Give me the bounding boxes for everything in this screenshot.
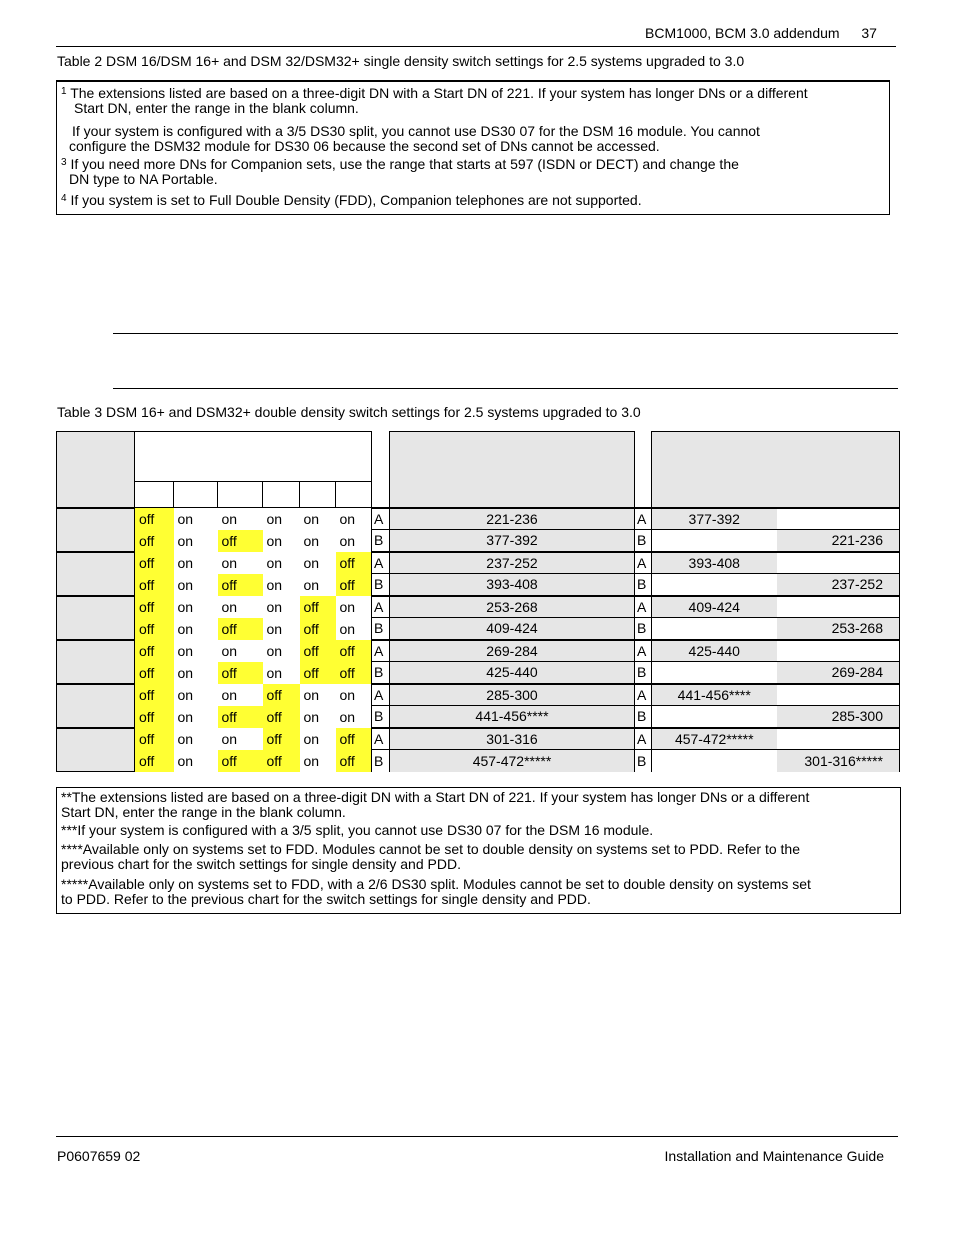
switch-setting: on <box>339 598 356 615</box>
table2-note: $^4$ If you system is set to Full Double Density (FDD), Companion telephones are not supported. <box>61 192 642 208</box>
table3-row <box>57 662 900 684</box>
switch-setting: off <box>135 684 174 706</box>
switch-setting: off <box>135 640 174 662</box>
table3-row-group-cell <box>57 684 135 728</box>
switch-setting: on <box>221 730 238 747</box>
switch-setting: off <box>135 530 174 552</box>
switch-setting: off <box>336 640 372 662</box>
switch-setting: on <box>303 532 320 549</box>
switch-setting: on <box>339 708 356 725</box>
switch-setting: on <box>177 752 194 769</box>
switch-setting: off <box>336 552 372 574</box>
table3-footnote: *****Available only on systems set to FDD, with a 2/6 DS30 split. Modules cannot be set to double density on systems set to PDD. Refer to the previous chart for the switch settings for single density and PDD. <box>61 876 811 907</box>
switch-setting: on <box>177 576 194 593</box>
dn-range <box>652 530 777 552</box>
dn-range: 221-236 <box>390 508 635 530</box>
port-label: A <box>372 728 390 750</box>
dn-range-alt: 237-252 <box>777 574 900 596</box>
table3-row <box>57 728 900 750</box>
footer-doc-id: P0607659 02 <box>57 1148 141 1164</box>
switch-setting: on <box>339 686 356 703</box>
port-label: A <box>635 596 652 618</box>
table3-row <box>57 684 900 706</box>
switch-setting: on <box>177 510 194 527</box>
header-rule <box>56 46 896 47</box>
dn-range: 301-316 <box>390 728 635 750</box>
table3-row <box>57 596 900 618</box>
table2-notes-box <box>56 80 890 215</box>
dn-range: 457-472***** <box>652 728 777 750</box>
switch-setting: on <box>177 532 194 549</box>
switch-setting: on <box>266 620 283 637</box>
switch-setting: on <box>303 554 320 571</box>
switch-setting: on <box>266 576 283 593</box>
switch-setting: off <box>135 728 174 750</box>
table3-row <box>57 618 900 640</box>
port-label: A <box>635 552 652 574</box>
dn-range-alt: 301-316***** <box>777 750 900 772</box>
footer-rule <box>56 1136 898 1137</box>
switch-setting: off <box>263 684 300 706</box>
port-label: A <box>635 728 652 750</box>
switch-setting: off <box>218 750 263 772</box>
port-label: A <box>372 596 390 618</box>
dn-range: 393-408 <box>652 552 777 574</box>
table3-footnote: **The extensions listed are based on a three-digit DN with a Start DN of 221. If your system has longer DNs or a different Start DN, enter the range in the blank column. <box>61 789 810 820</box>
switch-setting: on <box>266 532 283 549</box>
dn-range-alt <box>777 728 900 750</box>
port-label: B <box>372 618 390 640</box>
switch-setting: on <box>266 642 283 659</box>
switch-setting: on <box>339 620 356 637</box>
switch-setting: on <box>221 510 238 527</box>
footer-guide-title: Installation and Maintenance Guide <box>664 1148 884 1164</box>
table3-row <box>57 508 900 530</box>
port-label: B <box>372 530 390 552</box>
switch-setting: on <box>303 576 320 593</box>
port-label: B <box>635 530 652 552</box>
switch-setting: off <box>300 662 336 684</box>
dn-range-alt <box>777 508 900 530</box>
port-label: A <box>372 640 390 662</box>
switch-setting: off <box>300 596 336 618</box>
switch-setting: on <box>177 664 194 681</box>
switch-setting: on <box>303 708 320 725</box>
table3-row <box>57 706 900 728</box>
switch-setting: off <box>218 618 263 640</box>
dn-range-alt: 285-300 <box>777 706 900 728</box>
switch-setting: off <box>263 728 300 750</box>
dn-range <box>652 750 777 772</box>
switch-setting: off <box>218 706 263 728</box>
table3 <box>56 431 900 772</box>
dn-range: 253-268 <box>390 596 635 618</box>
switch-setting: off <box>300 618 336 640</box>
table3-row <box>57 750 900 772</box>
table3-row-group-cell <box>57 640 135 684</box>
port-label: B <box>635 750 652 772</box>
switch-setting: off <box>135 552 174 574</box>
port-label: B <box>372 574 390 596</box>
table3-row-group-cell <box>57 728 135 772</box>
switch-setting: on <box>266 510 283 527</box>
switch-setting: on <box>221 598 238 615</box>
dn-range: 441-456**** <box>390 706 635 728</box>
dn-range <box>652 706 777 728</box>
running-header <box>645 25 877 41</box>
separator-rule <box>113 333 898 334</box>
port-label: B <box>635 618 652 640</box>
switch-setting: on <box>177 620 194 637</box>
port-label: A <box>635 640 652 662</box>
switch-setting: on <box>177 554 194 571</box>
dn-range: 269-284 <box>390 640 635 662</box>
switch-setting: off <box>336 750 372 772</box>
dn-range-alt <box>777 552 900 574</box>
switch-setting: off <box>263 750 300 772</box>
switch-setting: off <box>218 662 263 684</box>
switch-setting: on <box>303 686 320 703</box>
switch-setting: off <box>135 508 174 530</box>
dn-range-alt <box>777 640 900 662</box>
port-label: A <box>372 684 390 706</box>
table3-row <box>57 574 900 596</box>
switch-setting: on <box>221 554 238 571</box>
switch-setting: on <box>339 510 356 527</box>
port-label: A <box>635 684 652 706</box>
table3-footnotes <box>56 787 901 914</box>
port-label: B <box>372 706 390 728</box>
dn-range-alt: 221-236 <box>777 530 900 552</box>
switch-setting: on <box>303 752 320 769</box>
dn-range-alt: 269-284 <box>777 662 900 684</box>
switch-setting: off <box>135 706 174 728</box>
table2-note: $^3$ If you need more DNs for Companion sets, use the range that starts at 597 (ISDN or DECT) and change the DN type to NA Portable. <box>61 156 739 187</box>
switch-setting: on <box>266 664 283 681</box>
header-page-number: 37 <box>861 25 877 41</box>
table3-caption: Table 3 DSM 16+ and DSM32+ double density switch settings for 2.5 systems upgraded to 3.0 <box>57 404 641 420</box>
switch-setting: on <box>177 708 194 725</box>
port-label: B <box>372 750 390 772</box>
dn-range: 377-392 <box>652 508 777 530</box>
switch-setting: off <box>218 530 263 552</box>
dn-range: 441-456**** <box>652 684 777 706</box>
switch-setting: on <box>303 730 320 747</box>
dn-range-alt <box>777 684 900 706</box>
dn-range: 237-252 <box>390 552 635 574</box>
dn-range: 409-424 <box>652 596 777 618</box>
table3-row <box>57 530 900 552</box>
dn-range-alt: 253-268 <box>777 618 900 640</box>
port-label: A <box>635 508 652 530</box>
switch-setting: off <box>135 596 174 618</box>
switch-setting: on <box>303 510 320 527</box>
table3-row <box>57 640 900 662</box>
switch-setting: on <box>266 598 283 615</box>
switch-setting: off <box>135 574 174 596</box>
switch-setting: on <box>266 554 283 571</box>
dn-range: 285-300 <box>390 684 635 706</box>
dn-range: 457-472***** <box>390 750 635 772</box>
switch-setting: off <box>300 640 336 662</box>
switch-setting: on <box>339 532 356 549</box>
dn-range: 425-440 <box>390 662 635 684</box>
table3-footnote: ****Available only on systems set to FDD. Modules cannot be set to double density on systems set to PDD. Refer to the previous chart for the switch settings for single density and PDD. <box>61 841 800 872</box>
port-label: B <box>372 662 390 684</box>
dn-range: 409-424 <box>390 618 635 640</box>
table2-note: If your system is configured with a 3/5 DS30 split, you cannot use DS30 07 for the DSM 16 module. You cannot configure the DSM32 module for DS30 06 because the second set of DNs cannot be accessed. <box>69 123 760 154</box>
table2-note: $^1$ The extensions listed are based on a three-digit DN with a Start DN of 221. If your system has longer DNs or a different Start DN, enter the range in the blank column. <box>61 85 808 116</box>
dn-range: 425-440 <box>652 640 777 662</box>
switch-setting: off <box>135 750 174 772</box>
port-label: B <box>635 662 652 684</box>
table3-header-row <box>57 432 900 482</box>
dn-range: 377-392 <box>390 530 635 552</box>
table3-row-group-cell <box>57 552 135 596</box>
table3-row-group-cell <box>57 508 135 552</box>
table3-footnote: ***If your system is configured with a 3/5 split, you cannot use DS30 07 for the DSM 16 module. <box>61 822 654 838</box>
switch-setting: off <box>135 662 174 684</box>
table2-caption: Table 2 DSM 16/DSM 16+ and DSM 32/DSM32+ single density switch settings for 2.5 systems upgraded to 3.0 <box>57 53 745 69</box>
switch-setting: on <box>177 642 194 659</box>
dn-range <box>652 662 777 684</box>
port-label: B <box>635 706 652 728</box>
switch-setting: off <box>218 574 263 596</box>
table3-row <box>57 552 900 574</box>
switch-setting: off <box>263 706 300 728</box>
switch-setting: on <box>221 686 238 703</box>
dn-range <box>652 574 777 596</box>
dn-range <box>652 618 777 640</box>
dn-range-alt <box>777 596 900 618</box>
switch-setting: off <box>336 728 372 750</box>
switch-setting: off <box>135 618 174 640</box>
table3-row-group-cell <box>57 596 135 640</box>
dn-range: 393-408 <box>390 574 635 596</box>
switch-setting: on <box>177 598 194 615</box>
switch-setting: off <box>336 574 372 596</box>
switch-setting: on <box>221 642 238 659</box>
port-label: A <box>372 508 390 530</box>
port-label: B <box>635 574 652 596</box>
switch-setting: off <box>336 662 372 684</box>
header-title: BCM1000, BCM 3.0 addendum <box>645 25 840 41</box>
switch-setting: on <box>177 686 194 703</box>
switch-setting: on <box>177 730 194 747</box>
port-label: A <box>372 552 390 574</box>
separator-rule <box>113 388 898 389</box>
